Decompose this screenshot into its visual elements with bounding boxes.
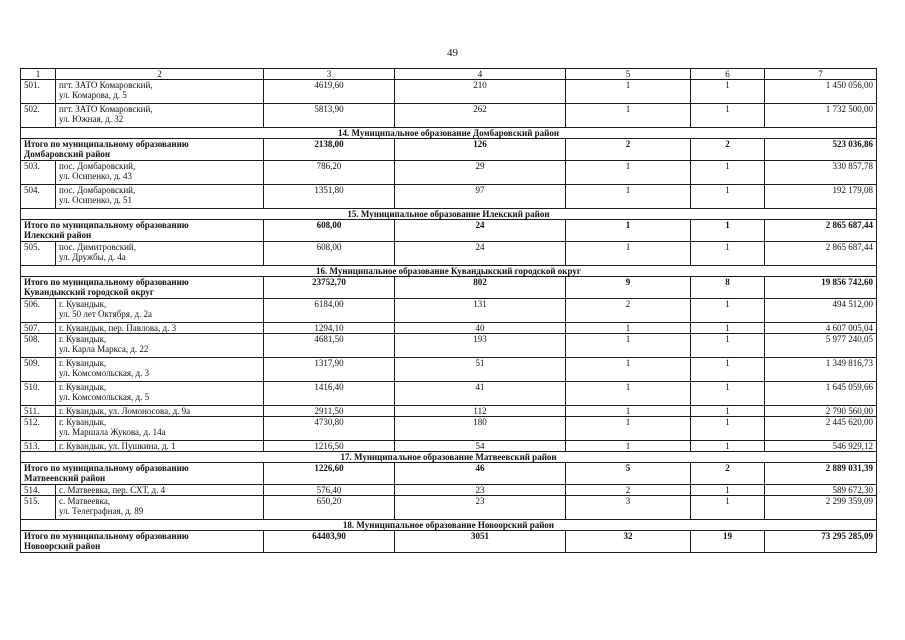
count-a-cell: 1: [566, 382, 691, 406]
address-cell: [56, 417, 264, 441]
address-line: г. Кувандык,: [59, 417, 107, 427]
area-cell: 6184,00: [264, 299, 395, 323]
municipality-total-row: [21, 139, 877, 161]
table-row: [21, 417, 877, 441]
area-cell: 4681,50: [264, 334, 395, 358]
table-row: [21, 185, 877, 209]
total-label-line: Итого по муниципальному образованию: [24, 139, 189, 149]
table-row: [21, 441, 877, 452]
count-b-cell: 1: [691, 334, 765, 358]
column-header: 3: [264, 69, 395, 80]
row-number: 512.: [21, 417, 56, 441]
address-line: г. Кувандык,: [59, 334, 107, 344]
area-cell: 5813,90: [264, 104, 395, 128]
total-label: [21, 463, 264, 485]
count-b-cell: 1: [691, 299, 765, 323]
row-number: 510.: [21, 382, 56, 406]
section-title: 17. Муниципальное образование Матвеевский район: [21, 452, 877, 463]
row-number: 509.: [21, 358, 56, 382]
address-cell: [56, 104, 264, 128]
table-row: [21, 323, 877, 334]
total-label-line: Илекский район: [24, 230, 92, 240]
row-number: 501.: [21, 80, 56, 104]
count-a-cell: 1: [566, 242, 691, 266]
address-line: ул. Комсомольская, д. 3: [59, 368, 150, 378]
residents-cell: 262: [395, 104, 566, 128]
row-number: 515.: [21, 496, 56, 520]
total-label: [21, 277, 264, 299]
address-line: ул. Южная, д. 32: [59, 114, 124, 124]
count-a-cell: 1: [566, 104, 691, 128]
address-line: ул. Карла Маркса, д. 22: [59, 344, 149, 354]
residents-cell: 54: [395, 441, 566, 452]
row-number: 508.: [21, 334, 56, 358]
total-residents: 24: [395, 220, 566, 242]
total-cost: 2 865 687,44: [765, 220, 877, 242]
count-b-cell: 1: [691, 382, 765, 406]
count-b-cell: 1: [691, 242, 765, 266]
page-number: 49: [447, 47, 458, 59]
area-cell: 1216,50: [264, 441, 395, 452]
address-line: ул. Комсомольская, д. 5: [59, 392, 150, 402]
residents-cell: 29: [395, 161, 566, 185]
address-line: г. Кувандык,: [59, 382, 107, 392]
total-label-line: Итого по муниципальному образованию: [24, 277, 189, 287]
count-b-cell: 1: [691, 417, 765, 441]
cost-cell: 2 445 620,00: [765, 417, 877, 441]
cost-cell: 2 790 560,00: [765, 406, 877, 417]
row-number: 506.: [21, 299, 56, 323]
table-body: [21, 69, 877, 553]
section-title: 16. Муниципальное образование Кувандыкский городской округ: [21, 266, 877, 277]
address-cell: [56, 299, 264, 323]
count-a-cell: 1: [566, 323, 691, 334]
count-b-cell: 1: [691, 185, 765, 209]
address-cell: [56, 161, 264, 185]
total-cost: 19 856 742,60: [765, 277, 877, 299]
count-a-cell: 1: [566, 417, 691, 441]
total-residents: 126: [395, 139, 566, 161]
cost-cell: 494 512,00: [765, 299, 877, 323]
address-line: ул. Телеграфная, д. 89: [59, 506, 144, 516]
row-number: 507.: [21, 323, 56, 334]
total-area: 1226,60: [264, 463, 395, 485]
residents-cell: 180: [395, 417, 566, 441]
count-a-cell: 2: [566, 485, 691, 496]
address-cell: [56, 80, 264, 104]
total-area: 2138,00: [264, 139, 395, 161]
address-cell: [56, 242, 264, 266]
area-cell: 1351,80: [264, 185, 395, 209]
row-number: 503.: [21, 161, 56, 185]
total-count-b: 1: [691, 220, 765, 242]
table-row: [21, 299, 877, 323]
address-line: ул. Маршала Жукова, д. 14а: [59, 427, 166, 437]
housing-registry-table: [20, 68, 877, 553]
column-header: 4: [395, 69, 566, 80]
count-a-cell: 1: [566, 161, 691, 185]
count-a-cell: 2: [566, 299, 691, 323]
column-header: 6: [691, 69, 765, 80]
count-a-cell: 1: [566, 406, 691, 417]
residents-cell: 23: [395, 496, 566, 520]
count-b-cell: 1: [691, 104, 765, 128]
address-line: ул. Осипенко, д. 43: [59, 171, 133, 181]
count-a-cell: 1: [566, 80, 691, 104]
count-a-cell: 1: [566, 441, 691, 452]
area-cell: 4619,60: [264, 80, 395, 104]
total-residents: 802: [395, 277, 566, 299]
total-count-a: 2: [566, 139, 691, 161]
total-label-line: Итого по муниципальному образованию: [24, 463, 189, 473]
total-residents: 3051: [395, 531, 566, 553]
address-line: пос. Домбаровский,: [59, 185, 136, 195]
municipality-total-row: [21, 463, 877, 485]
column-header: 1: [21, 69, 56, 80]
table-row: [21, 406, 877, 417]
municipality-section-row: [21, 266, 877, 277]
row-number: 513.: [21, 441, 56, 452]
table-row: [21, 496, 877, 520]
total-label: [21, 531, 264, 553]
total-count-a: 9: [566, 277, 691, 299]
total-count-b: 19: [691, 531, 765, 553]
municipality-total-row: [21, 531, 877, 553]
residents-cell: 131: [395, 299, 566, 323]
total-count-b: 2: [691, 139, 765, 161]
area-cell: 786,20: [264, 161, 395, 185]
area-cell: 1416,40: [264, 382, 395, 406]
address-line: ул. Комарова, д. 5: [59, 90, 127, 100]
cost-cell: 192 179,08: [765, 185, 877, 209]
total-count-a: 32: [566, 531, 691, 553]
address-cell: [56, 496, 264, 520]
total-area: 608,00: [264, 220, 395, 242]
address-line: пгт. ЗАТО Комаровский,: [59, 104, 153, 114]
area-cell: 1294,10: [264, 323, 395, 334]
total-cost: 523 036,86: [765, 139, 877, 161]
address-line: пос. Домбаровский,: [59, 161, 136, 171]
cost-cell: 330 857,78: [765, 161, 877, 185]
count-b-cell: 1: [691, 406, 765, 417]
table-row: [21, 80, 877, 104]
total-area: 23752,70: [264, 277, 395, 299]
address-cell: [56, 185, 264, 209]
address-line: ул. Осипенко, д. 51: [59, 195, 133, 205]
address-line: с. Матвеевка,: [59, 496, 111, 506]
area-cell: 650,20: [264, 496, 395, 520]
table-row: [21, 358, 877, 382]
total-cost: 2 889 031,39: [765, 463, 877, 485]
count-a-cell: 3: [566, 496, 691, 520]
table-row: [21, 485, 877, 496]
row-number: 505.: [21, 242, 56, 266]
address-line: пгт. ЗАТО Комаровский,: [59, 80, 153, 90]
total-label-line: Итого по муниципальному образованию: [24, 220, 189, 230]
total-label: [21, 139, 264, 161]
total-label-line: Новоорский район: [24, 541, 101, 551]
count-b-cell: 1: [691, 485, 765, 496]
residents-cell: 193: [395, 334, 566, 358]
count-b-cell: 1: [691, 358, 765, 382]
row-number: 514.: [21, 485, 56, 496]
municipality-section-row: [21, 128, 877, 139]
address-line: г. Кувандык, ул. Пушкина, д. 1: [59, 441, 176, 451]
address-line: г. Кувандык,: [59, 299, 107, 309]
area-cell: 608,00: [264, 242, 395, 266]
address-line: г. Кувандык,: [59, 358, 107, 368]
table-row: [21, 242, 877, 266]
table-row: [21, 161, 877, 185]
municipality-section-row: [21, 209, 877, 220]
municipality-section-row: [21, 452, 877, 463]
cost-cell: 1 349 816,73: [765, 358, 877, 382]
cost-cell: 1 732 500,00: [765, 104, 877, 128]
count-a-cell: 1: [566, 358, 691, 382]
cost-cell: 5 977 240,05: [765, 334, 877, 358]
address-cell: [56, 358, 264, 382]
address-line: пос. Димитровский,: [59, 242, 136, 252]
address-line: с. Матвеевка, пер. СХТ, д. 4: [59, 485, 166, 495]
address-cell: [56, 485, 264, 496]
address-line: г. Кувандык, пер. Павлова, д. 3: [59, 323, 177, 333]
total-label-line: Матвеевский район: [24, 473, 106, 483]
count-b-cell: 1: [691, 80, 765, 104]
area-cell: 576,40: [264, 485, 395, 496]
count-b-cell: 1: [691, 323, 765, 334]
total-count-b: 2: [691, 463, 765, 485]
address-line: ул. Дружбы, д. 4а: [59, 252, 126, 262]
area-cell: 1317,90: [264, 358, 395, 382]
cost-cell: 4 607 005,04: [765, 323, 877, 334]
column-header: 5: [566, 69, 691, 80]
total-label: [21, 220, 264, 242]
cost-cell: 1 645 059,66: [765, 382, 877, 406]
row-number: 502.: [21, 104, 56, 128]
residents-cell: 24: [395, 242, 566, 266]
municipality-total-row: [21, 220, 877, 242]
residents-cell: 41: [395, 382, 566, 406]
address-cell: [56, 406, 264, 417]
address-cell: [56, 382, 264, 406]
area-cell: 4730,80: [264, 417, 395, 441]
residents-cell: 40: [395, 323, 566, 334]
address-line: г. Кувандык, ул. Ломоносова, д. 9а: [59, 406, 191, 416]
table-row: [21, 334, 877, 358]
total-label-line: Домбаровский район: [24, 149, 111, 159]
address-cell: [56, 441, 264, 452]
column-number-header-row: [21, 69, 877, 80]
total-count-a: 5: [566, 463, 691, 485]
cost-cell: 589 672,30: [765, 485, 877, 496]
address-line: ул. 50 лет Октября, д. 2а: [59, 309, 153, 319]
section-title: 15. Муниципальное образование Илекский район: [21, 209, 877, 220]
column-header: 2: [56, 69, 264, 80]
section-title: 14. Муниципальное образование Домбаровский район: [21, 128, 877, 139]
residents-cell: 51: [395, 358, 566, 382]
column-header: 7: [765, 69, 877, 80]
row-number: 504.: [21, 185, 56, 209]
table-row: [21, 382, 877, 406]
cost-cell: 546 929,12: [765, 441, 877, 452]
count-b-cell: 1: [691, 161, 765, 185]
residents-cell: 23: [395, 485, 566, 496]
cost-cell: 1 450 056,00: [765, 80, 877, 104]
area-cell: 2911,50: [264, 406, 395, 417]
section-title: 18. Муниципальное образование Новоорский район: [21, 520, 877, 531]
total-residents: 46: [395, 463, 566, 485]
address-cell: [56, 323, 264, 334]
residents-cell: 97: [395, 185, 566, 209]
total-area: 64403,90: [264, 531, 395, 553]
municipality-total-row: [21, 277, 877, 299]
table-row: [21, 104, 877, 128]
cost-cell: 2 299 359,09: [765, 496, 877, 520]
total-count-a: 1: [566, 220, 691, 242]
total-label-line: Кувандыкский городской округ: [24, 287, 155, 297]
municipality-section-row: [21, 520, 877, 531]
residents-cell: 210: [395, 80, 566, 104]
count-b-cell: 1: [691, 496, 765, 520]
count-a-cell: 1: [566, 185, 691, 209]
total-count-b: 8: [691, 277, 765, 299]
total-label-line: Итого по муниципальному образованию: [24, 531, 189, 541]
total-cost: 73 295 285,09: [765, 531, 877, 553]
count-b-cell: 1: [691, 441, 765, 452]
cost-cell: 2 865 687,44: [765, 242, 877, 266]
row-number: 511.: [21, 406, 56, 417]
residents-cell: 112: [395, 406, 566, 417]
address-cell: [56, 334, 264, 358]
count-a-cell: 1: [566, 334, 691, 358]
